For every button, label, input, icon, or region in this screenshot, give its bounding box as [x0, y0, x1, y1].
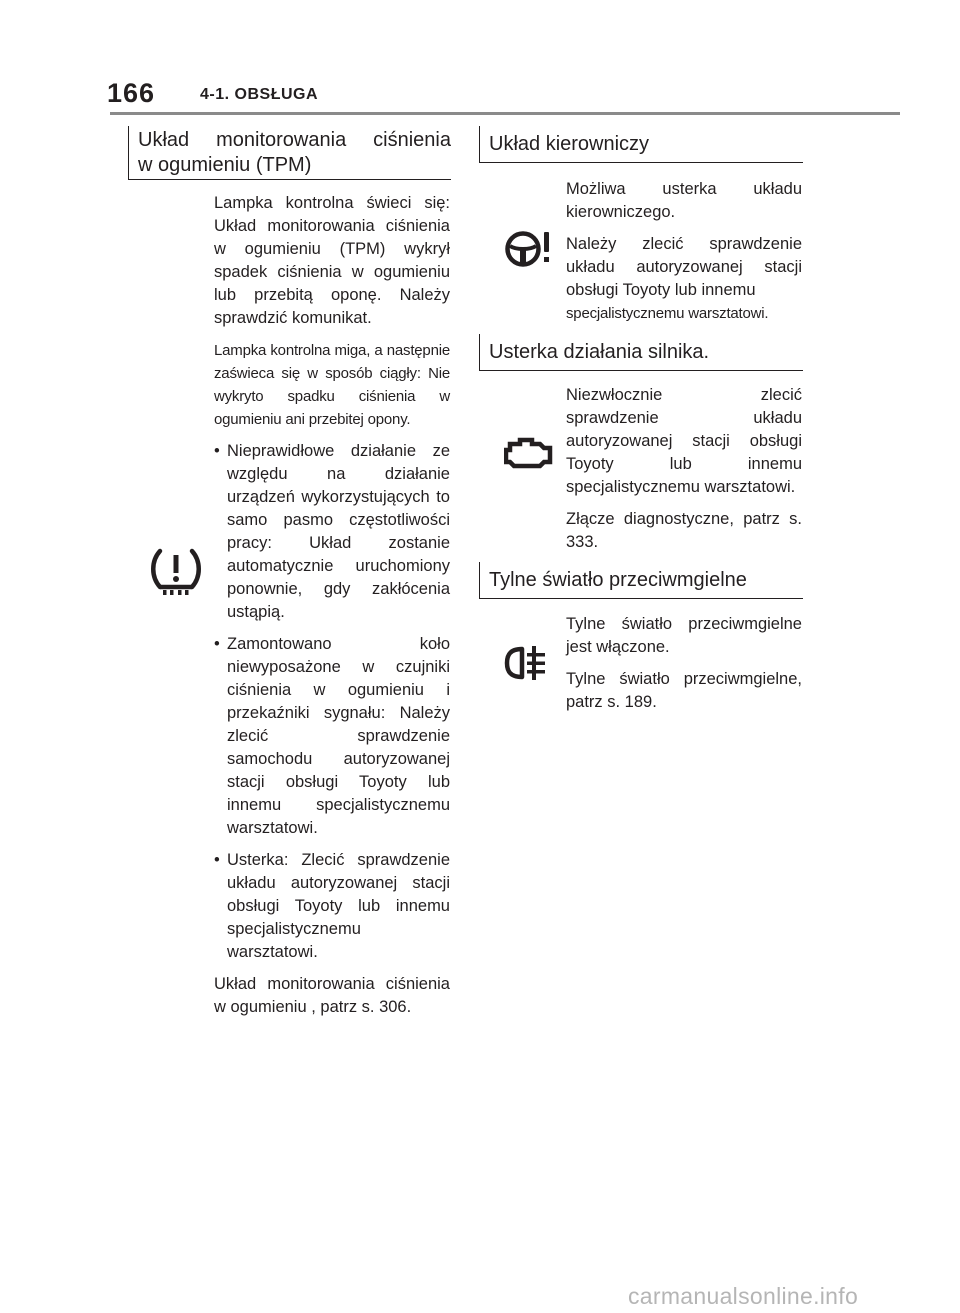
rear-fog-light-icon — [504, 645, 550, 686]
bullet-dot: • — [214, 851, 220, 869]
engine-heading-text: Usterka działania silnika. — [489, 341, 710, 363]
tpm-heading-line1: Układ monitorowania ciśnienia — [138, 129, 451, 151]
tpm-bullet-3-text: Usterka: Zlecić sprawdzenie układu autoryzowanej stacji obsługi Toyoty lub innemu specjalistycznemu warsztatowi. — [227, 851, 450, 961]
engine-paragraph-2: Złącze diagnostyczne, patrz s. 333. — [566, 510, 802, 551]
page-number: 166 — [107, 78, 156, 108]
steering-paragraph-1: Możliwa usterka układu kierowniczego. — [566, 180, 802, 221]
engine-paragraph-1: Niezwłocznie zlecić sprawdzenie układu autoryzowanej stacji obsługi Toyoty lub innemu specjalistycznemu warsztatowi. — [566, 386, 802, 496]
bullet-dot: • — [214, 442, 220, 460]
steering-heading — [479, 126, 803, 163]
fog-heading-text: Tylne światło przeciwmgielne — [489, 569, 747, 591]
engine-body — [566, 384, 802, 563]
tpms-warning-icon — [150, 547, 202, 602]
tpm-bullet-2 — [214, 633, 450, 840]
fog-body — [566, 613, 802, 723]
bullet-dot: • — [214, 635, 220, 653]
steering-heading-text: Układ kierowniczy — [489, 133, 650, 155]
fog-paragraph-2: Tylne światło przeciwmgielne, patrz s. 189. — [566, 670, 802, 711]
tpm-bullet-2-text: Zamontowano koło niewyposażone w czujniki ciśnienia w ogumieniu i przekaźniki sygnału: Należy zlecić sprawdzenie samochodu autoryzowanej stacji obsługi Toyoty lub innemu specjalistycznemu warsztatowi. — [227, 635, 450, 837]
fog-heading — [479, 562, 803, 599]
header-divider — [110, 112, 900, 115]
steering-body — [566, 178, 802, 334]
tpm-bullet-3 — [214, 849, 450, 964]
steering-paragraph-2-end: specjalistycznemu warsztatowi. — [566, 305, 769, 322]
tpm-paragraph-1: Lampka kontrolna świeci się: Układ monitorowania ciśnienia w ogumieniu (TPM) wykrył spadek ciśnienia w ogumieniu lub przebitą oponę. Należy sprawdzić komunikat. — [214, 194, 450, 327]
engine-heading — [479, 334, 803, 371]
steering-warning-icon — [504, 228, 554, 275]
tpm-heading-line2: w ogumieniu (TPM) — [138, 154, 312, 176]
tpm-paragraph-3: Układ monitorowania ciśnienia w ogumieniu , patrz s. 306. — [214, 975, 450, 1016]
tpm-heading — [128, 126, 451, 180]
tpm-body — [214, 192, 450, 1028]
chapter-title: 4-1. OBSŁUGA — [200, 86, 319, 103]
watermark: carmanualsonline.info — [628, 1283, 859, 1309]
fog-paragraph-1: Tylne światło przeciwmgielne jest włączone. — [566, 615, 802, 656]
tpm-bullet-1 — [214, 440, 450, 624]
check-engine-icon — [504, 436, 554, 475]
tpm-bullet-1-text: Nieprawidłowe działanie ze względu na działanie urządzeń wykorzystujących to samo pasmo częstotliwości pracy: Układ zostanie automatycznie uruchomiony ponownie, gdy zakłócenia ustąpią. — [227, 442, 450, 621]
steering-paragraph-2: Należy zlecić sprawdzenie układu autoryzowanej stacji obsługi Toyoty lub innemu — [566, 235, 802, 299]
tpm-paragraph-2: Lampka kontrolna miga, a następnie zaświeca się w sposób ciągły: Nie wykryto spadku ciśnienia w ogumieniu ani przebitej opony. — [214, 342, 450, 428]
